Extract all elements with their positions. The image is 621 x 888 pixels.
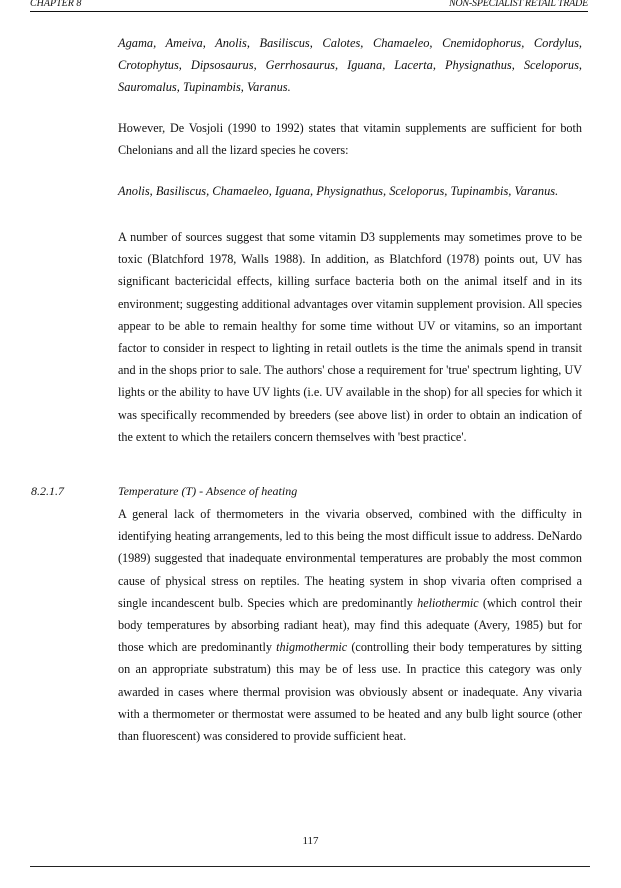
section-number: 8.2.1.7: [31, 484, 64, 498]
footer-rule: [30, 866, 590, 867]
section-running-title: NON-SPECIALIST RETAIL TRADE: [448, 0, 588, 9]
taxa-list-vitamin-sufficient: [118, 180, 582, 202]
page-number: 117: [302, 835, 319, 847]
paragraph-vitamin-d3-text: A number of sources suggest that some vitamin D3 supplements may sometimes prove to be toxic (Blatchford 1978, Walls 1988). In addition, as Blatchford (1978) points out, UV has significant bactericidal effects, killing surface bacteria both on the animal itself and in its environment; suggesting additional advantages over vitamin supplement provision. All species appear to be able to remain healthy for some time without UV or vitamins, so an important factor to consider in respect to lighting in retail outlets is the time the animals spend in transit and in the shops prior to sale. The authors' chose a requirement for 'true' spectrum lighting, UV lights or the ability to have UV lights (i.e. UV available in the shop) for all species for which it was specifically recommended by breeders (see above list) in order to obtain an indication of the extent to which the retailers concern themselves with 'best practice'.: [118, 230, 582, 444]
paragraph-de-vosjoli: [118, 117, 582, 161]
term-heliothermic: heliothermic: [417, 595, 479, 610]
paragraph-de-vosjoli-text: However, De Vosjoli (1990 to 1992) states that vitamin supplements are sufficient for both Chelonians and all the lizard species he covers:: [118, 121, 582, 158]
temperature-text-part-1: A general lack of thermometers in the vivaria observed, combined with the difficulty in identifying heating arrangements, led to this being the most difficult issue to address. DeNardo (1989) suggested that inadequate environmental temperatures are probably the most common cause of physical stress on reptiles. The heating system in shop vivaria often comprised a single incandescent bulb. Species which are predominantly: [118, 507, 582, 610]
paragraph-vitamin-d3: [118, 226, 582, 448]
paragraph-temperature-text: [118, 503, 582, 747]
section-heading: Temperature (T) - Absence of heating: [118, 484, 298, 498]
running-header: [30, 0, 588, 12]
term-thigmothermic: thigmothermic: [276, 640, 348, 655]
taxa-list-1-text: Agama, Ameiva, Anolis, Basiliscus, Calotes, Chamaeleo, Cnemidophorus, Cordylus, Crotophytus, Dipsosaurus, Gerrhosaurus, Iguana, Lacerta, Physignathus, Sceloporus, Sauromalus, Tupinambis, Varanus.: [118, 36, 582, 95]
taxa-list-2-text: Anolis, Basiliscus, Chamaeleo, Iguana, Physignathus, Sceloporus, Tupinambis, Varanus.: [118, 184, 559, 198]
chapter-label: CHAPTER 8: [30, 0, 82, 9]
temperature-text-part-2: (which control their body temperatures by absorbing radiant heat), may find this adequate (Avery, 1985) but for those which are predominantly: [118, 595, 583, 655]
paragraph-temperature: [118, 503, 582, 747]
temperature-text-part-3: (controlling their body temperatures by sitting on an appropriate substratum) this may be of less use. In practice this category was only awarded in cases where thermal provision was obviously absent or inadequate. Any vivaria with a thermometer or thermostat were assumed to be heated and any bulb light source (other than fluorescent) was considered to provide sufficient heat.: [118, 640, 582, 744]
taxa-list-uv-required: [118, 32, 582, 99]
